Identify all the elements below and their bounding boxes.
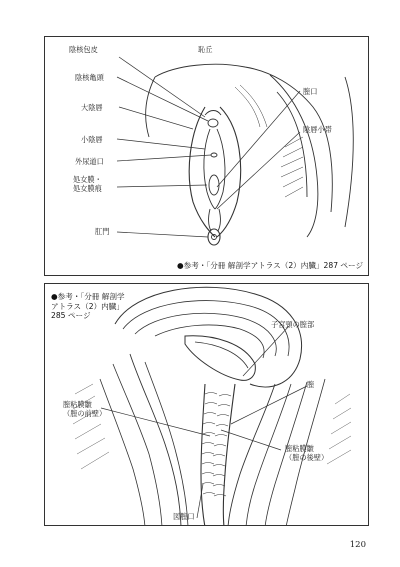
label-labia-minora: 小陰唇 (81, 135, 103, 144)
reference-note-bottom: ●参考・「分冊 解剖学 アトラス（2）内臓」 285 ページ (51, 292, 125, 320)
reference-note-top: ●参考・「分冊 解剖学アトラス（2）内臓」287 ページ (177, 261, 364, 270)
label-hymen: 処女膜・ 処女膜痕 (73, 175, 102, 193)
label-frenulum-labiorum: 陰唇小帯 (303, 125, 332, 134)
label-mons-pubis: 恥丘 (198, 45, 213, 54)
label-rugae-anterior-wall: 膣粘膜皺 （膣の前壁） (63, 400, 107, 418)
page-number: 120 (349, 540, 366, 550)
label-vaginal-opening: 膣口 (303, 87, 318, 96)
top-illustration-panel (44, 36, 369, 276)
label-urethral-orifice: 外尿道口 (75, 157, 104, 166)
label-anus: 肛門 (95, 227, 110, 236)
label-vaginal-opening-bottom: 図膣口 (173, 512, 195, 521)
label-glans-clitoris: 陰核亀頭 (75, 73, 104, 82)
label-cervix-vaginal-portion: 子宮頸の膣部 (271, 320, 315, 329)
label-labia-majora: 大陰唇 (81, 103, 103, 112)
label-vagina: 膣 (307, 380, 315, 389)
label-rugae-posterior-wall: 膣粘膜皺 （膣の後壁） (285, 444, 329, 462)
label-clitoral-hood: 陰核包皮 (69, 45, 98, 54)
bottom-illustration-panel (44, 283, 369, 526)
